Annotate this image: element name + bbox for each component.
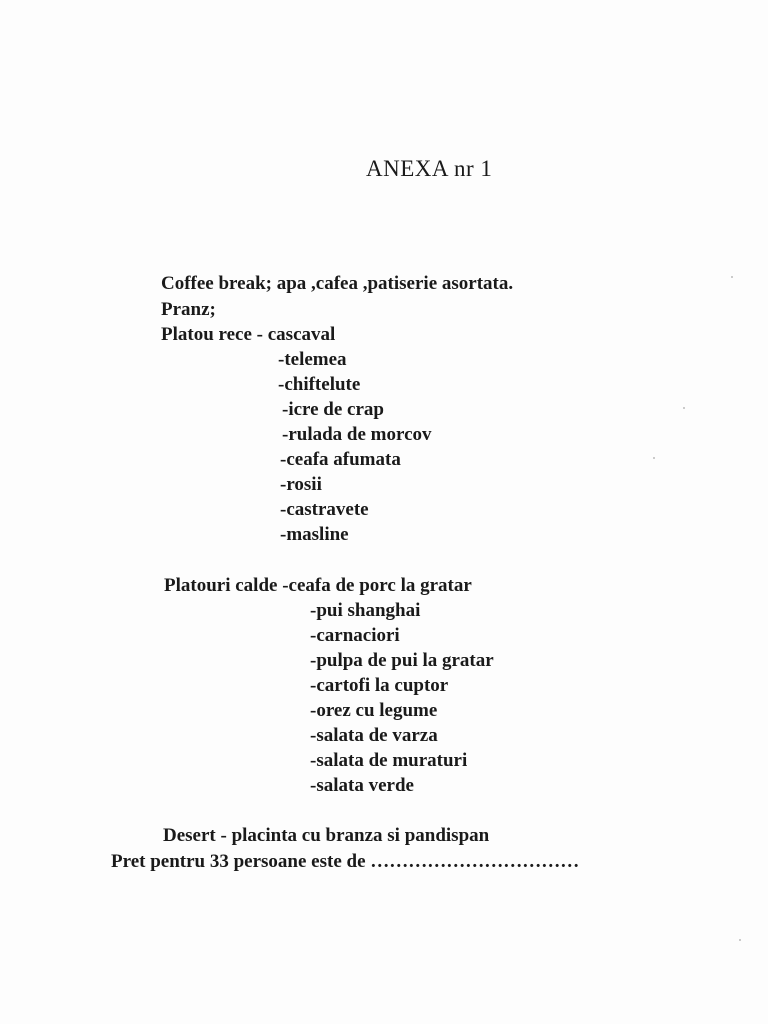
scan-speck — [739, 939, 741, 941]
cold-platter-item: -rulada de morcov — [282, 424, 432, 445]
hot-platter-item: -pulpa de pui la gratar — [310, 650, 494, 671]
cold-platter-item: -castravete — [280, 499, 369, 520]
cold-platter-label: Platou rece - cascaval — [161, 324, 336, 345]
hot-platter-item: -pui shanghai — [310, 600, 421, 621]
scan-speck — [731, 276, 733, 278]
hot-platter-item: -orez cu legume — [310, 700, 438, 721]
cold-platter-item: -icre de crap — [282, 399, 384, 420]
hot-platter-item: -cartofi la cuptor — [310, 675, 449, 696]
scan-speck — [683, 407, 685, 409]
hot-platter-item: -salata de varza — [310, 725, 438, 746]
cold-platter-item: -chiftelute — [278, 374, 361, 395]
document-title: ANEXA nr 1 — [366, 156, 493, 181]
intro-line-lunch: Pranz; — [161, 299, 216, 320]
cold-platter-item: -masline — [280, 524, 349, 545]
price-line: Pret pentru 33 persoane este de …………………………… — [111, 851, 580, 872]
hot-platter-item: -carnaciori — [310, 625, 400, 646]
intro-line-coffee-break: Coffee break; apa ,cafea ,patiserie asortata. — [161, 273, 514, 294]
cold-platter-item: -telemea — [278, 349, 347, 370]
cold-platter-item: -rosii — [280, 474, 322, 495]
dessert-line: Desert - placinta cu branza si pandispan — [163, 825, 490, 846]
hot-platter-item: -salata de muraturi — [310, 750, 468, 771]
hot-platter-item: -salata verde — [310, 775, 414, 796]
scan-speck — [653, 457, 655, 459]
cold-platter-item: -ceafa afumata — [280, 449, 401, 470]
hot-platters-label: Platouri calde -ceafa de porc la gratar — [164, 575, 472, 596]
